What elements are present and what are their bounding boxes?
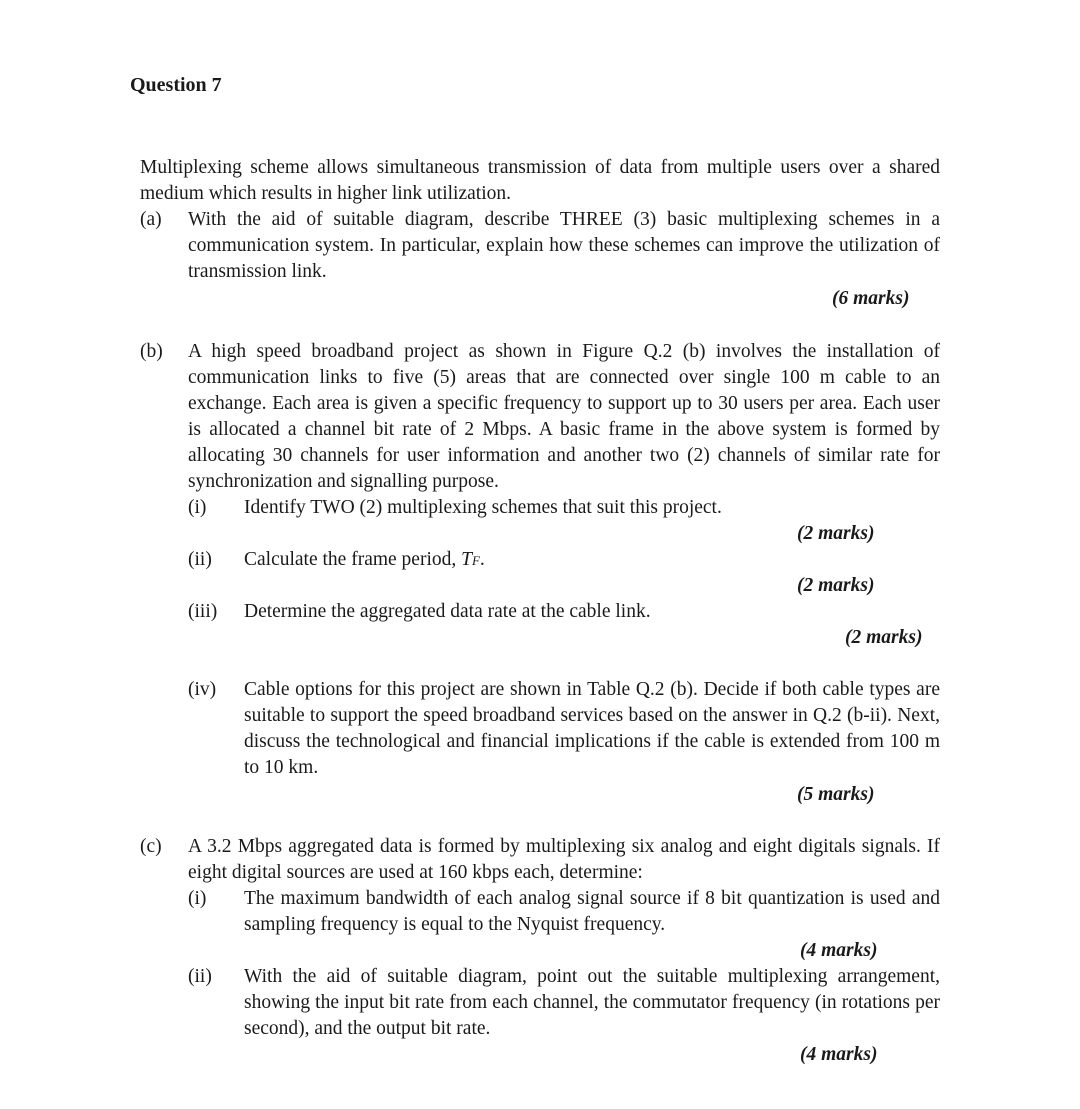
part-b-ii-text-before: Calculate the frame period, (244, 549, 462, 570)
part-b-ii (188, 547, 940, 574)
part-a (140, 207, 940, 285)
part-b-i (188, 495, 940, 521)
frame-period-symbol: T (461, 549, 472, 570)
part-c-ii-label: (ii) (188, 966, 212, 987)
part-b-ii-marks: (2 marks) (797, 575, 875, 596)
part-b (140, 339, 940, 495)
part-c-i-text: The maximum bandwidth of each analog signal source if 8 bit quantization is used and sampling frequency is equal to the Nyquist frequency. (244, 888, 940, 935)
part-c-ii-text: With the aid of suitable diagram, point out the suitable multiplexing arrangement, showing the input bit rate from each channel, the commutator frequency (in rotations per second), and the output bit rate. (244, 966, 940, 1039)
part-b-ii-label: (ii) (188, 549, 212, 570)
part-a-text: With the aid of suitable diagram, describe THREE (3) basic multiplexing schemes in a communication system. In particular, explain how these schemes can improve the utilization of transmission link. (188, 209, 940, 282)
part-b-ii-text-after: . (479, 549, 485, 570)
part-a-marks: (6 marks) (832, 288, 910, 309)
part-b-iv-label: (iv) (188, 679, 217, 700)
part-c-label: (c) (140, 836, 162, 857)
part-a-label: (a) (140, 209, 162, 230)
part-c-i-label: (i) (188, 888, 207, 909)
part-b-iv (188, 677, 940, 781)
part-c-ii (188, 964, 940, 1042)
part-c (140, 834, 940, 886)
question-intro: Multiplexing scheme allows simultaneous transmission of data from multiple users over a shared medium which results in higher link utilization. (140, 157, 940, 204)
part-b-iii-label: (iii) (188, 601, 218, 622)
part-b-i-label: (i) (188, 497, 207, 518)
frame-period-subscript: F (471, 553, 480, 568)
part-c-i (188, 886, 940, 938)
part-b-i-marks: (2 marks) (797, 523, 875, 544)
part-c-i-marks: (4 marks) (800, 940, 878, 961)
part-b-iii (188, 599, 940, 625)
part-c-ii-marks: (4 marks) (800, 1044, 878, 1065)
part-b-ii-text (244, 547, 940, 574)
part-b-label: (b) (140, 341, 163, 362)
part-b-i-text: Identify TWO (2) multiplexing schemes that suit this project. (244, 497, 722, 518)
part-b-iv-marks: (5 marks) (797, 784, 875, 805)
part-b-iii-text: Determine the aggregated data rate at the cable link. (244, 601, 651, 622)
part-b-iv-text: Cable options for this project are shown in Table Q.2 (b). Decide if both cable types are suitable to support the speed broadband services based on the answer in Q.2 (b-ii). Next, discuss the technological and financial implications if the cable is extended from 100 m to 10 km. (244, 679, 940, 778)
part-b-text: A high speed broadband project as shown in Figure Q.2 (b) involves the installation of communication links to five (5) areas that are connected over single 100 m cable to an exchange. Each area is given a specific frequency to support up to 30 users per area. Each user is allocated a channel bit rate of 2 Mbps. A basic frame in the above system is formed by allocating 30 channels for user information and another two (2) channels of similar rate for synchronization and signalling purpose. (188, 341, 940, 492)
question-title: Question 7 (130, 74, 222, 96)
part-b-iii-marks: (2 marks) (845, 627, 923, 648)
part-c-text: A 3.2 Mbps aggregated data is formed by multiplexing six analog and eight digitals signals. If eight digital sources are used at 160 kbps each, determine: (188, 836, 940, 883)
